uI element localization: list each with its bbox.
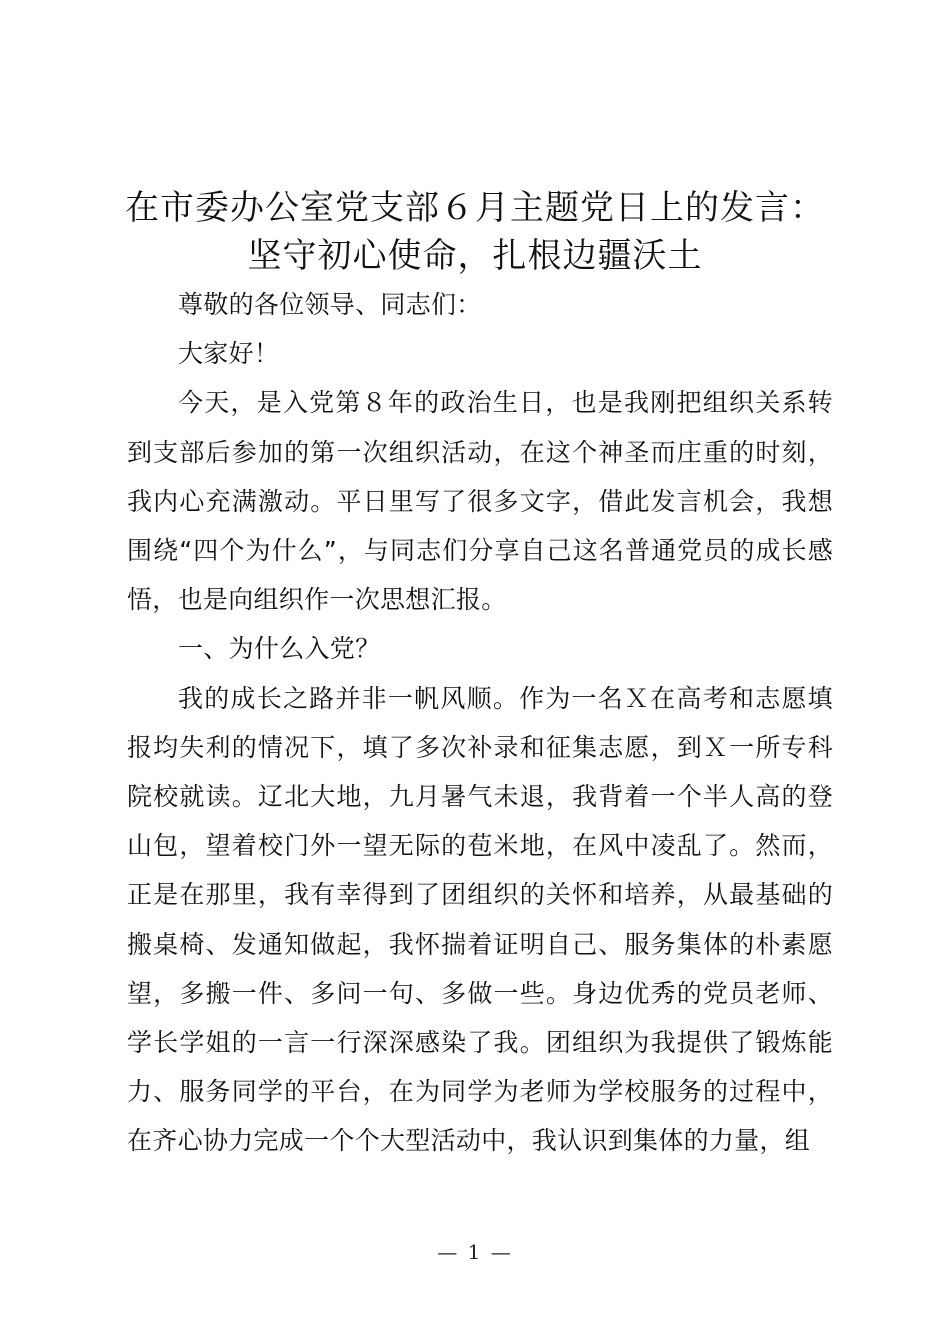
salutation: 尊敬的各位领导、同志们： (178, 290, 482, 319)
title-line-2: 坚守初心使命，扎根边疆沃土 (247, 236, 703, 276)
document-body (127, 280, 833, 1166)
body-paragraph: 我的成长之路并非一帆风顺。作为一名Ｘ在高考和志愿填报均失利的情况下，填了多次补录和征集志愿，到Ｘ一所专科院校就读。辽北大地，九月暑气未退，我背着一个半人高的登山包，望着校门外一望无际的苞米地，在风中凌乱了。然而，正是在那里，我有幸得到了团组织的关怀和培养，从最基础的搬桌椅、发通知做起，我怀揣着证明自己、服务集体的朴素愿望，多搬一件、多问一句、多做一些。身边优秀的党员老师、学长学姐的一言一行深深感染了我。团组织为我提供了锻炼能力、服务同学的平台，在为同学为老师为学校服务的过程中，在齐心协力完成一个个大型活动中，我认识到集体的力量，组 (127, 683, 833, 1156)
section-heading: 一、为什么入党？ (178, 634, 381, 664)
title-line-1: 在市委办公室党支部６月主题党日上的发言： (125, 188, 825, 228)
greeting: 大家好！ (178, 339, 280, 369)
intro-paragraph: 今天，是入党第８年的政治生日，也是我刚把组织关系转到支部后参加的第一次组织活动，在这个神圣而庄重的时刻，我内心充满激动。平日里写了很多文字，借此发言机会，我想围绕“四个为什么”，与同志们分享自己这名普通党员的成长感悟，也是向组织作一次思想汇报。 (127, 388, 833, 615)
page-number: — 1 — (437, 1240, 513, 1264)
document-title (110, 184, 840, 280)
